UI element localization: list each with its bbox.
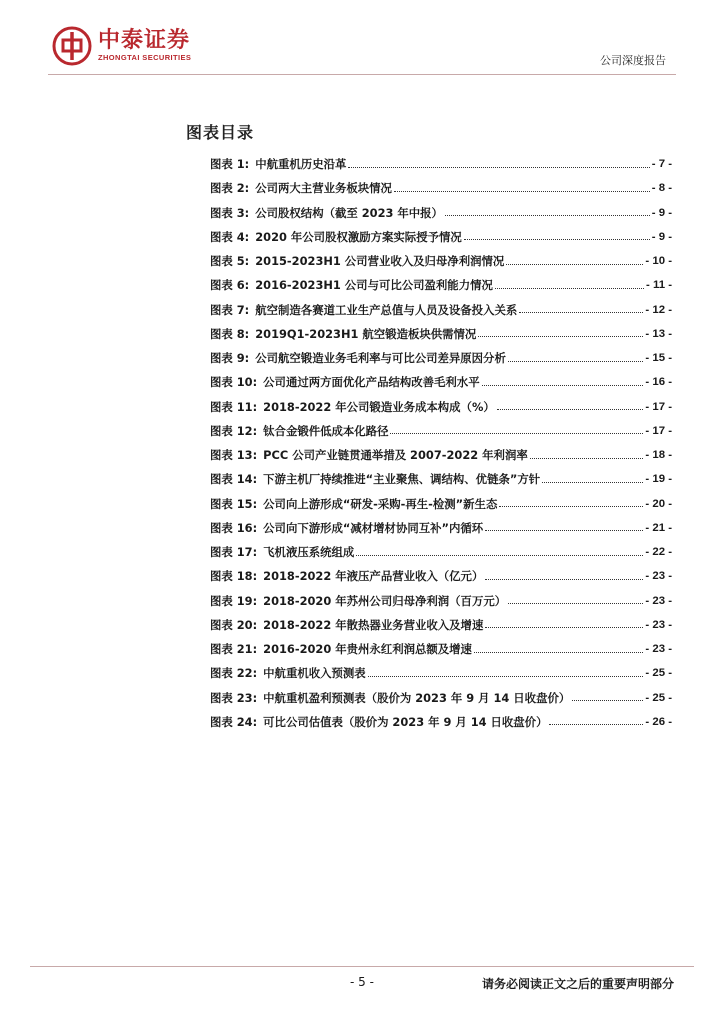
toc-entry-label: 图表 20: bbox=[210, 617, 258, 632]
toc-dot-leader bbox=[356, 555, 643, 556]
toc-dot-leader bbox=[485, 627, 643, 628]
toc-dot-leader bbox=[542, 482, 643, 483]
toc-entry[interactable] bbox=[210, 443, 672, 467]
toc-entry-label: 图表 15: bbox=[210, 496, 258, 511]
toc-entry-title: 公司航空锻造业务毛利率与可比公司差异原因分析 bbox=[255, 351, 506, 366]
toc-entry-title: 中航重机盈利预测表（股价为 2023 年 9 月 14 日收盘价） bbox=[263, 690, 571, 705]
toc-entry-label: 图表 16: bbox=[210, 520, 258, 535]
toc-entry-title: 2018-2020 年苏州公司归母净利润（百万元） bbox=[263, 593, 507, 608]
toc-entry-label: 图表 11: bbox=[210, 399, 258, 414]
toc-entry[interactable] bbox=[210, 152, 672, 176]
toc-dot-leader bbox=[482, 385, 644, 386]
report-type: 公司深度报告 bbox=[600, 54, 666, 67]
toc-entry-title: 公司两大主营业务板块情况 bbox=[255, 181, 392, 196]
toc-entry-label: 图表 21: bbox=[210, 642, 258, 657]
toc-entry-page: - 9 - bbox=[651, 206, 672, 219]
toc-entry[interactable] bbox=[210, 661, 672, 685]
toc-dot-leader bbox=[368, 676, 644, 677]
toc-dot-leader bbox=[519, 312, 643, 313]
toc-entry-title: 2019Q1-2023H1 航空锻造板块供需情况 bbox=[255, 326, 477, 341]
toc-dot-leader bbox=[485, 579, 643, 580]
toc-entry[interactable] bbox=[210, 492, 672, 516]
toc-entry-label: 图表 14: bbox=[210, 472, 258, 487]
toc-entry-label: 图表 17: bbox=[210, 545, 258, 560]
toc-entry[interactable] bbox=[210, 201, 672, 225]
toc-entry-label: 图表 9: bbox=[210, 351, 250, 366]
figure-toc-list bbox=[210, 152, 672, 734]
toc-entry-page: - 11 - bbox=[646, 279, 672, 292]
toc-entry-label: 图表 19: bbox=[210, 593, 258, 608]
page-header bbox=[0, 0, 724, 82]
toc-entry[interactable] bbox=[210, 370, 672, 394]
toc-entry[interactable] bbox=[210, 564, 672, 588]
disclaimer: 请务必阅读正文之后的重要声明部分 bbox=[481, 977, 674, 991]
toc-entry-label: 图表 1: bbox=[210, 157, 250, 172]
toc-entry-page: - 23 - bbox=[645, 643, 672, 656]
toc-entry[interactable] bbox=[210, 249, 672, 273]
toc-entry-page: - 8 - bbox=[651, 182, 672, 195]
toc-entry-page: - 9 - bbox=[651, 230, 672, 243]
toc-entry-label: 图表 10: bbox=[210, 375, 258, 390]
toc-entry-page: - 15 - bbox=[645, 352, 672, 365]
company-logo bbox=[52, 26, 191, 66]
toc-entry[interactable] bbox=[210, 467, 672, 491]
toc-dot-leader bbox=[497, 409, 644, 410]
toc-entry-label: 图表 22: bbox=[210, 666, 258, 681]
toc-dot-leader bbox=[474, 652, 643, 653]
toc-entry-label: 图表 12: bbox=[210, 423, 258, 438]
toc-dot-leader bbox=[549, 724, 643, 725]
toc-entry-label: 图表 2: bbox=[210, 181, 250, 196]
toc-entry-title: 钛合金锻件低成本化路径 bbox=[263, 423, 389, 438]
page-number: - 5 - bbox=[350, 975, 374, 989]
toc-entry-label: 图表 23: bbox=[210, 690, 258, 705]
toc-entry[interactable] bbox=[210, 225, 672, 249]
toc-entry-title: 公司通过两方面优化产品结构改善毛利水平 bbox=[263, 375, 480, 390]
toc-dot-leader bbox=[508, 603, 643, 604]
toc-entry-page: - 25 - bbox=[645, 691, 672, 704]
header-divider bbox=[48, 74, 676, 75]
toc-entry-page: - 17 - bbox=[645, 424, 672, 437]
toc-entry-page: - 13 - bbox=[645, 327, 672, 340]
toc-dot-leader bbox=[445, 215, 650, 216]
toc-entry-page: - 18 - bbox=[645, 449, 672, 462]
toc-entry-page: - 16 - bbox=[645, 376, 672, 389]
footer-divider bbox=[30, 966, 694, 967]
toc-entry-title: 公司股权结构（截至 2023 年中报） bbox=[255, 205, 443, 220]
toc-entry-title: 中航重机收入预测表 bbox=[263, 666, 366, 681]
toc-dot-leader bbox=[464, 239, 650, 240]
logo-chinese-name: 中泰证券 bbox=[98, 28, 191, 53]
toc-entry-label: 图表 4: bbox=[210, 229, 250, 244]
toc-dot-leader bbox=[506, 264, 643, 265]
toc-entry-page: - 23 - bbox=[645, 618, 672, 631]
zhongtai-logo-icon bbox=[52, 26, 92, 66]
toc-dot-leader bbox=[348, 167, 649, 168]
toc-entry[interactable] bbox=[210, 419, 672, 443]
toc-entry-label: 图表 13: bbox=[210, 448, 258, 463]
toc-dot-leader bbox=[508, 361, 644, 362]
toc-entry-label: 图表 24: bbox=[210, 714, 258, 729]
toc-entry[interactable] bbox=[210, 637, 672, 661]
toc-entry-title: PCC 公司产业链贯通举措及 2007-2022 年利润率 bbox=[263, 448, 528, 463]
toc-entry-title: 下游主机厂持续推进“主业聚焦、调结构、优链条”方针 bbox=[263, 472, 541, 487]
toc-entry-page: - 23 - bbox=[645, 570, 672, 583]
toc-entry-page: - 22 - bbox=[645, 546, 672, 559]
toc-entry-title: 2016-2020 年贵州永红利润总额及增速 bbox=[263, 642, 472, 657]
toc-entry[interactable] bbox=[210, 710, 672, 734]
toc-entry-page: - 21 - bbox=[645, 521, 672, 534]
toc-entry-page: - 20 - bbox=[645, 497, 672, 510]
toc-dot-leader bbox=[390, 433, 643, 434]
toc-entry-page: - 23 - bbox=[645, 594, 672, 607]
toc-entry-label: 图表 5: bbox=[210, 254, 250, 269]
toc-entry-title: 公司向上游形成“研发-采购-再生-检测”新生态 bbox=[263, 496, 498, 511]
toc-entry-label: 图表 18: bbox=[210, 569, 258, 584]
toc-entry[interactable] bbox=[210, 176, 672, 200]
toc-entry-title: 2018-2022 年散热器业务营业收入及增速 bbox=[263, 617, 484, 632]
toc-entry-label: 图表 3: bbox=[210, 205, 250, 220]
toc-entry-title: 2020 年公司股权激励方案实际授予情况 bbox=[255, 229, 462, 244]
toc-entry-title: 可比公司估值表（股价为 2023 年 9 月 14 日收盘价） bbox=[263, 714, 548, 729]
toc-dot-leader bbox=[495, 288, 644, 289]
toc-entry-title: 飞机液压系统组成 bbox=[263, 545, 355, 560]
toc-entry[interactable] bbox=[210, 322, 672, 346]
toc-entry-title: 2018-2022 年液压产品营业收入（亿元） bbox=[263, 569, 484, 584]
toc-entry-page: - 19 - bbox=[645, 473, 672, 486]
toc-entry[interactable] bbox=[210, 540, 672, 564]
toc-entry[interactable] bbox=[210, 686, 672, 710]
toc-entry-page: - 7 - bbox=[651, 158, 672, 171]
toc-entry[interactable] bbox=[210, 346, 672, 370]
toc-entry[interactable] bbox=[210, 613, 672, 637]
toc-entry-label: 图表 7: bbox=[210, 302, 250, 317]
toc-entry[interactable] bbox=[210, 273, 672, 297]
logo-english-name: ZHONGTAI SECURITIES bbox=[98, 53, 192, 62]
toc-entry-title: 航空制造各赛道工业生产总值与人员及设备投入关系 bbox=[255, 302, 518, 317]
toc-entry-page: - 12 - bbox=[645, 303, 672, 316]
toc-entry[interactable] bbox=[210, 516, 672, 540]
toc-entry-title: 公司向下游形成“减材增材协同互补”内循环 bbox=[263, 520, 484, 535]
toc-dot-leader bbox=[478, 336, 643, 337]
toc-dot-leader bbox=[530, 458, 644, 459]
toc-entry-label: 图表 8: bbox=[210, 326, 250, 341]
toc-entry-page: - 10 - bbox=[645, 255, 672, 268]
toc-entry-page: - 25 - bbox=[645, 667, 672, 680]
toc-entry-title: 2015-2023H1 公司营业收入及归母净利润情况 bbox=[255, 254, 505, 269]
toc-entry-title: 2016-2023H1 公司与可比公司盈利能力情况 bbox=[255, 278, 493, 293]
toc-entry-label: 图表 6: bbox=[210, 278, 250, 293]
toc-entry-page: - 17 - bbox=[645, 400, 672, 413]
toc-dot-leader bbox=[499, 506, 643, 507]
toc-entry[interactable] bbox=[210, 395, 672, 419]
toc-entry-title: 2018-2022 年公司锻造业务成本构成（%） bbox=[263, 399, 495, 414]
toc-entry-title: 中航重机历史沿革 bbox=[255, 157, 347, 172]
toc-entry[interactable] bbox=[210, 298, 672, 322]
toc-dot-leader bbox=[572, 700, 643, 701]
toc-entry-page: - 26 - bbox=[645, 715, 672, 728]
toc-dot-leader bbox=[485, 530, 643, 531]
toc-title: 图表目录 bbox=[186, 123, 255, 142]
toc-dot-leader bbox=[394, 191, 650, 192]
toc-entry[interactable] bbox=[210, 589, 672, 613]
